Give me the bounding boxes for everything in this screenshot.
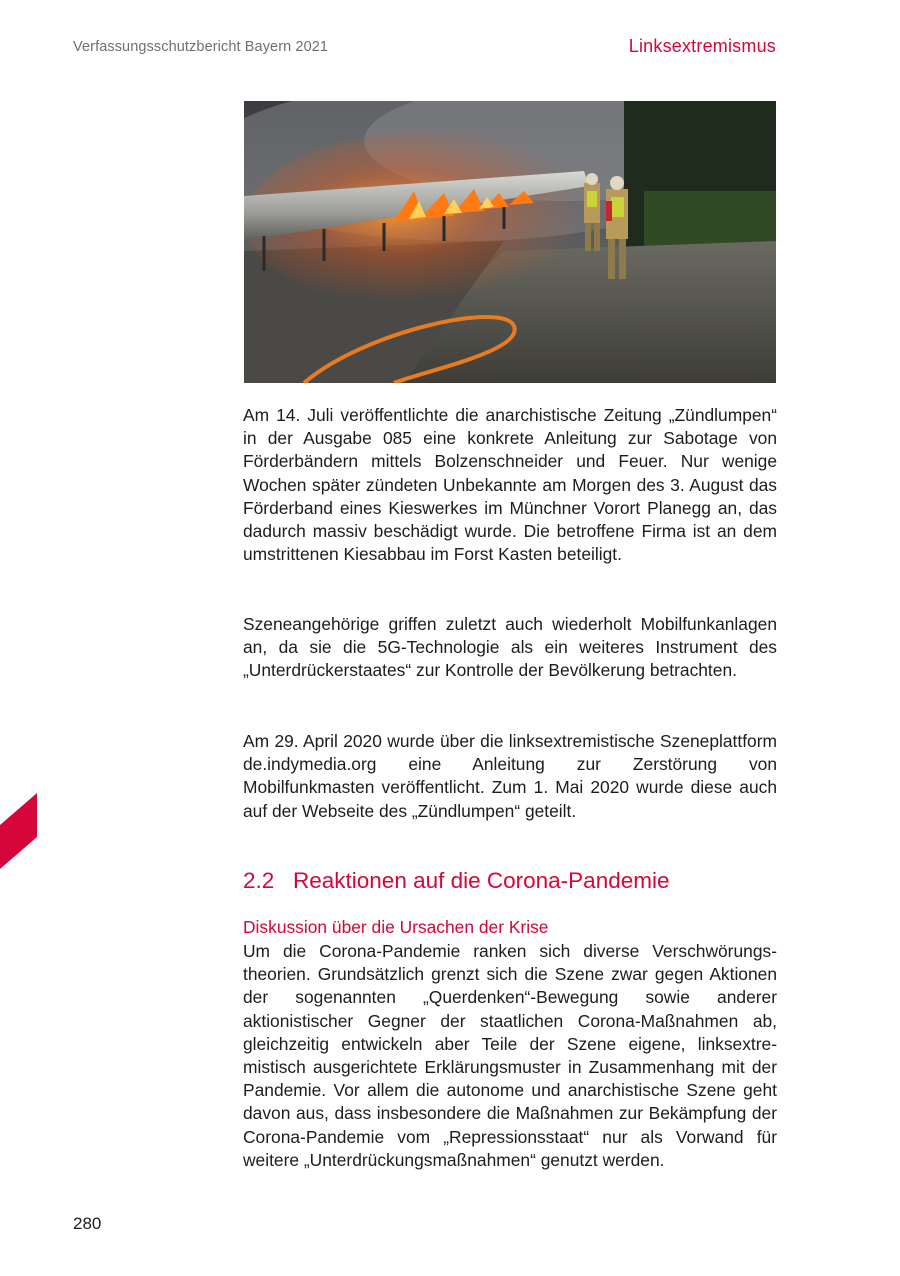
running-head-chapter: Linksextremismus bbox=[628, 36, 776, 56]
margin-chapter-tab bbox=[0, 793, 37, 869]
running-head-publication: Verfassungsschutzbericht Bayern 2021 bbox=[73, 39, 329, 55]
page-number: 280 bbox=[73, 1214, 102, 1233]
paragraph-corona-conspiracy: Um die Corona-Pandemie ranken sich diverse Verschwörungstheorien. Grundsätzlich grenzt sich die Szene zwar gegen Aktionen der sogenannten „Querdenken“-Bewegung sowie anderer aktionistischer Gegner der staatlichen Corona-Maßnahmen ab, gleichzeitig entwickeln aber Teile der Szene eigene, linksextremistisch ausgerichtete Erklärungsmuster in Zusammenhang mit der Pandemie. Vor allem die autonome und anarchistische Szene geht davon aus, dass insbesondere die Maßnahmen zur Bekämpfung der Corona-Pandemie vom „Repressionsstaat“ nur als Vorwand für weitere „Unterdrückungsmaßnahmen“ genutzt werden. bbox=[243, 941, 777, 1170]
paragraph-zuendlumpen-sabotage: Am 14. Juli veröffentlichte die anarchistische Zeitung „Zündlumpen“ in der Ausgabe 085 eine konkrete Anleitung zur Sabotage von Förderbändern mittels Bolzenschneider und Feuer. Nur wenige Wochen später zündeten Unbekannte am Morgen des 3. August das Förderband eines Kieswerkes im Münchner Vorort Planegg an, das dadurch massiv beschädigt wurde. Die betroffene Firma ist an dem umstrittenen Kiesabbau im Forst Kasten beteiligt. bbox=[243, 405, 777, 565]
section-title: Reaktionen auf die Corona-Pandemie bbox=[293, 868, 670, 893]
subheading: Diskussion über die Ursachen der Krise bbox=[243, 917, 549, 937]
photo-illustration bbox=[244, 101, 776, 383]
section-heading bbox=[243, 868, 670, 894]
photo-burning-conveyor-belt bbox=[244, 101, 776, 383]
section-number: 2.2 bbox=[243, 868, 275, 893]
paragraph-mobilfunk-attacks: Szeneangehörige griffen zuletzt auch wiederholt Mobilfunkanlagen an, da sie die 5G-Technologie als ein weiteres Instrument des „Unterdrückerstaates“ zur Kontrolle der Bevölkerung betrachten. bbox=[243, 614, 777, 681]
paragraph-indymedia-instructions: Am 29. April 2020 wurde über die linksextremistische Szeneplattform de.indymedia.org eine Anleitung zur Zerstörung von Mobilfunkmasten veröffentlicht. Zum 1. Mai 2020 wurde diese auch auf der Webseite des „Zündlumpen“ geteilt. bbox=[243, 731, 777, 821]
